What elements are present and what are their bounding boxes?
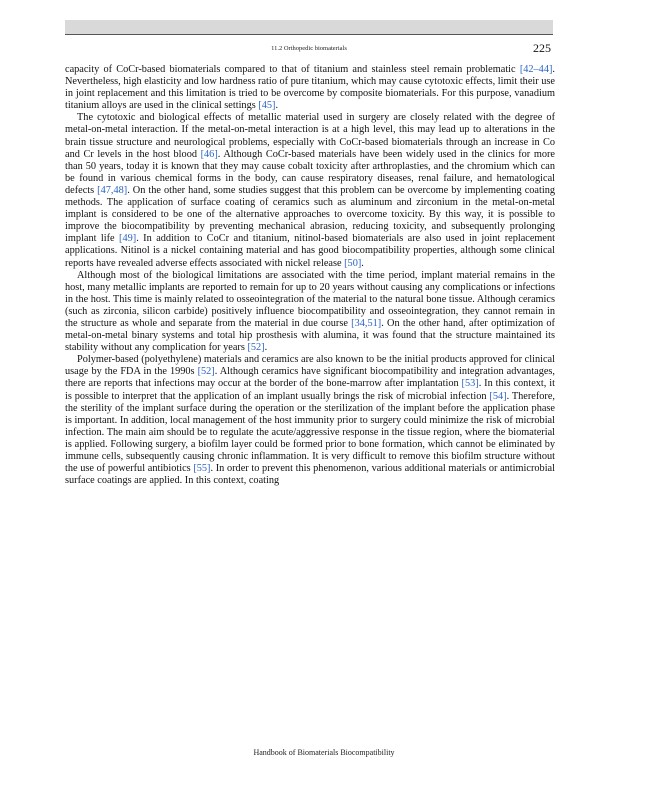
running-header (65, 41, 553, 57)
paragraph-text: . (264, 342, 268, 354)
citation-link[interactable]: [53] (461, 378, 479, 390)
body-text (65, 64, 555, 487)
footer-book-title: Handbook of Biomaterials Biocompatibility (253, 748, 395, 757)
paragraph-text: . In addition to CoCr and titanium, nitinol-based biomaterials are also used in joint replacement applications. Nitinol is a nickel containing material and has good biocompatibility properties, although some clinical reports have revealed adverse effects associated with nickel release (65, 233, 556, 269)
paragraph (65, 270, 555, 355)
paragraph-text: . Nevertheless, high elasticity and low hardness ratio of pure titanium, which may cause cytotoxic effects, limit their use in joint replacement and this limitation is tried to be overcome by composite biomaterials. For this purpose, vanadium titanium alloys are used in the clinical settings (65, 64, 555, 112)
paragraph-text: . In order to prevent this phenomenon, various additional materials or antimicrobial surface coatings are applied. In this context, coating (65, 463, 555, 487)
section-title: 11.2 Orthopedic biomaterials (271, 45, 347, 52)
citation-link[interactable]: [54] (489, 390, 507, 402)
paragraph-text: Although most of the biological limitations are associated with the time period, implant material remains in the host, many metallic implants are reported to remain for up to 20 years without causing any complications or infections in the host. This time is mainly related to osseointegration of the material to the natural bone tissue. Although ceramics (such as zirconia, silicon carbide) positively influence biocompatibility and osseointegration, they cannot remain in the structure as whole and separate from the material in due course (65, 269, 555, 329)
header-band (65, 20, 553, 34)
paragraph-text: . In this context, it is possible to interpret that the application of an implant usually brings the risk of microbial infection (65, 378, 555, 402)
citation-link[interactable]: [50] (344, 257, 362, 269)
paragraph-text: . On the other hand, after optimization of metal-on-metal binary systems and total hip prosthesis with alumina, it was found that the structure maintained its stability without any complication for years (65, 317, 555, 354)
citation-link[interactable]: [46] (200, 148, 218, 160)
paragraph-text: . (275, 100, 279, 112)
paragraph (65, 64, 555, 112)
paragraph-text: . On the other hand, some studies suggest that this problem can be overcome by implementing coating methods. The application of surface coating of ceramics such as aluminum and zirconium in the metal-on-metal implant is considered to be one of the alternative approaches to overcome toxicity. By this way, it is possible to improve the biocompatibility by preventing mechanical abrasion, reducing toxicity, and subsequently prolonging implant life (65, 184, 556, 245)
paragraph-text: . (361, 257, 364, 269)
paragraph-text: The cytotoxic and biological effects of metallic material used in surgery are closely related with the degree of metal-on-metal interaction. If the metal-on-metal interaction is at a high level, this may lead up to alterations in the brain tissue structure and neurological problems, especially with CoCr-based biomaterials through an increase in Co and Cr levels in the host blood (65, 112, 555, 160)
citation-link[interactable]: [52] (197, 366, 215, 378)
paragraph-text: capacity of CoCr-based biomaterials compared to that of titanium and stainless steel remain problematic (65, 64, 520, 75)
page-number: 225 (533, 41, 551, 55)
header-rule (65, 34, 553, 35)
paragraph-text: Polymer-based (polyethylene) materials and ceramics are also known to be the initial products approved for clinical usage by the FDA in the 1990s (65, 354, 555, 378)
citation-link[interactable]: [49] (119, 233, 137, 245)
paragraph-text: . Although ceramics have significant biocompatibility and integration advantages, there are reports that infections may occur at the border of the bone-marrow after implantation (65, 366, 555, 390)
citation-link[interactable]: [52] (247, 342, 265, 354)
citation-link[interactable]: [45] (258, 100, 276, 112)
paragraph (65, 354, 555, 487)
paragraph-text: . Although CoCr-based materials have been widely used in the clinics for more than 50 years, today it is known that they may cause cobalt toxicity after arthroplasties, and the chromium which can be found in various chemical forms in the body, can cause respiratory diseases, renal failure, and hematological defects (65, 148, 555, 196)
paragraph-text: . Therefore, the sterility of the implant surface during the operation or the sterilization of the implant before the application phase is important. In addition, local management of the host immunity prior to surgery could minimize the risk of microbial infection. The main aim should be to regulate the acute/aggressive response in the tissue region, where the biomaterial is applied. Following surgery, a biofilm layer could be formed prior to bone formation, which cannot be eliminated by immune cells, subsequently causing chronic inflammation. It is very difficult to remove this biofilm structure without the use of powerful antibiotics (65, 390, 556, 475)
paragraph (65, 112, 555, 269)
citation-link[interactable]: [34,51] (351, 317, 382, 329)
citation-link[interactable]: [55] (193, 463, 211, 475)
citation-link[interactable]: [42–44] (519, 64, 553, 75)
citation-link[interactable]: [47,48] (97, 184, 128, 196)
